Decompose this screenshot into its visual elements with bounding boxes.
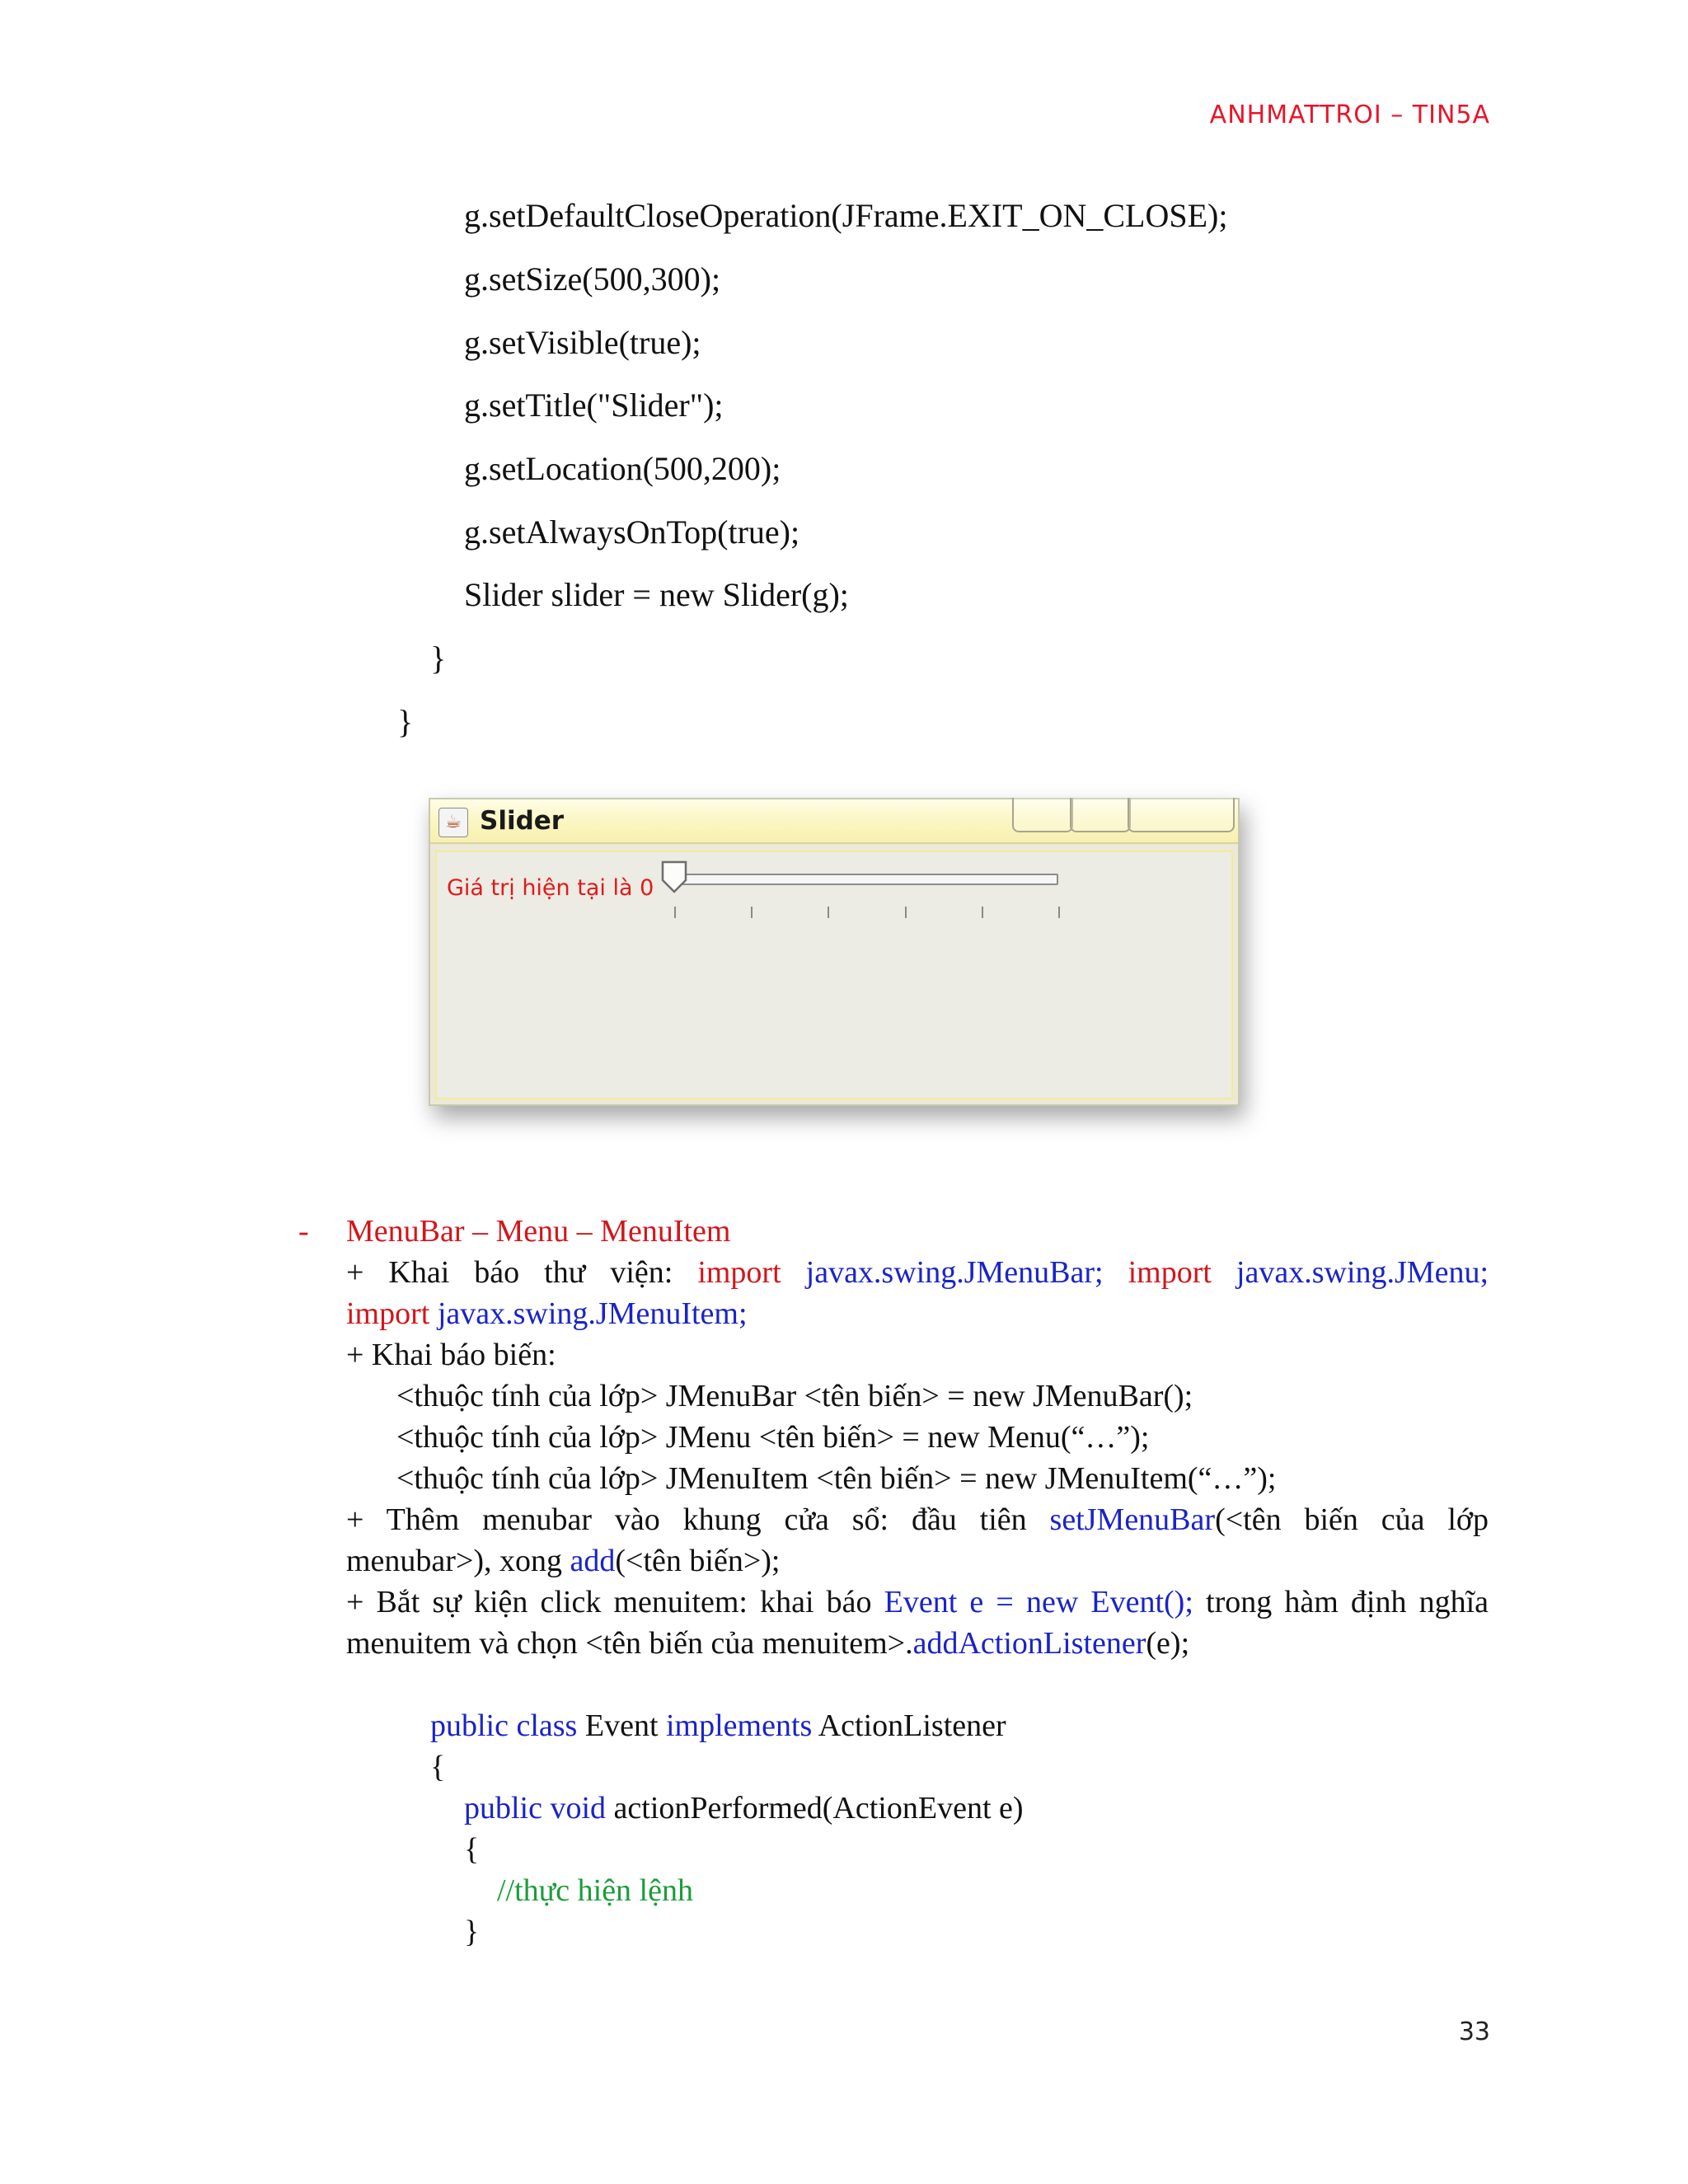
code-line: g.setLocation(500,200); [464, 450, 781, 487]
close-button[interactable] [1128, 798, 1235, 832]
code-comment: //thực hiện lệnh [497, 1873, 693, 1908]
java-cup-icon: ☕ [438, 808, 468, 837]
declare-menubar: <thuộc tính của lớp> JMenuBar <tên biến> = new JMenuBar(); [396, 1379, 1193, 1413]
slider-tick [674, 907, 676, 918]
window-title: Slider [480, 806, 565, 836]
slider-tick [905, 907, 907, 918]
declare-vars-line: + Khai báo biến: [346, 1338, 556, 1372]
minimize-button[interactable] [1012, 798, 1073, 832]
library-line-cont: import javax.swing.JMenuItem; [346, 1296, 748, 1331]
add-menubar-line: + Thêm menubar vào khung cửa sổ: đầu tiên setJMenuBar(<tên biến của lớp [346, 1502, 1489, 1537]
closing-brace: } [397, 703, 414, 740]
slider-tick [982, 907, 983, 918]
page-header: ANHMATTROI – TIN5A [1209, 101, 1490, 129]
code-open-brace: { [464, 1832, 480, 1867]
event-line-cont: menuitem và chọn <tên biến của menuitem>.addActionListener(e); [346, 1626, 1190, 1661]
declare-menu: <thuộc tính của lớp> JMenu <tên biến> = new Menu(“…”); [396, 1420, 1150, 1455]
slider-thumb[interactable] [661, 860, 687, 893]
code-line: g.setDefaultCloseOperation(JFrame.EXIT_ON_CLOSE); [464, 197, 1228, 234]
code-line: g.setVisible(true); [464, 324, 701, 361]
slider-window [429, 798, 1240, 1106]
bullet-dash: - [298, 1214, 309, 1249]
code-class-decl: public class Event implements ActionListener [430, 1708, 1006, 1743]
maximize-button[interactable] [1070, 798, 1131, 832]
code-line: Slider slider = new Slider(g); [464, 576, 849, 613]
code-line: g.setTitle("Slider"); [464, 387, 724, 424]
page-number: 33 [1458, 2018, 1490, 2046]
code-open-brace: { [430, 1750, 446, 1784]
code-line: g.setSize(500,300); [464, 260, 721, 298]
slider-value-label: Giá trị hiện tại là 0 [447, 875, 654, 901]
closing-brace: } [430, 640, 447, 677]
slider-tick [828, 907, 829, 918]
slider-tick [1058, 907, 1060, 918]
section-heading: MenuBar – Menu – MenuItem [346, 1214, 731, 1249]
code-close-brace: } [464, 1915, 480, 1949]
code-line: g.setAlwaysOnTop(true); [464, 513, 800, 551]
add-menubar-line-cont: menubar>), xong add(<tên biến>); [346, 1544, 781, 1578]
declare-menuitem: <thuộc tính của lớp> JMenuItem <tên biến> = new JMenuItem(“…”); [396, 1461, 1277, 1496]
window-content [435, 851, 1233, 1099]
slider-tick [751, 907, 753, 918]
library-line: + Khai báo thư viện: import javax.swing.JMenuBar; import javax.swing.JMenu; [346, 1255, 1489, 1290]
code-method-decl: public void actionPerformed(ActionEvent e) [464, 1791, 1024, 1825]
event-line: + Bắt sự kiện click menuitem: khai báo Event e = new Event(); trong hàm định nghĩa [346, 1585, 1489, 1619]
slider-track[interactable] [668, 874, 1058, 885]
window-titlebar [430, 799, 1238, 844]
